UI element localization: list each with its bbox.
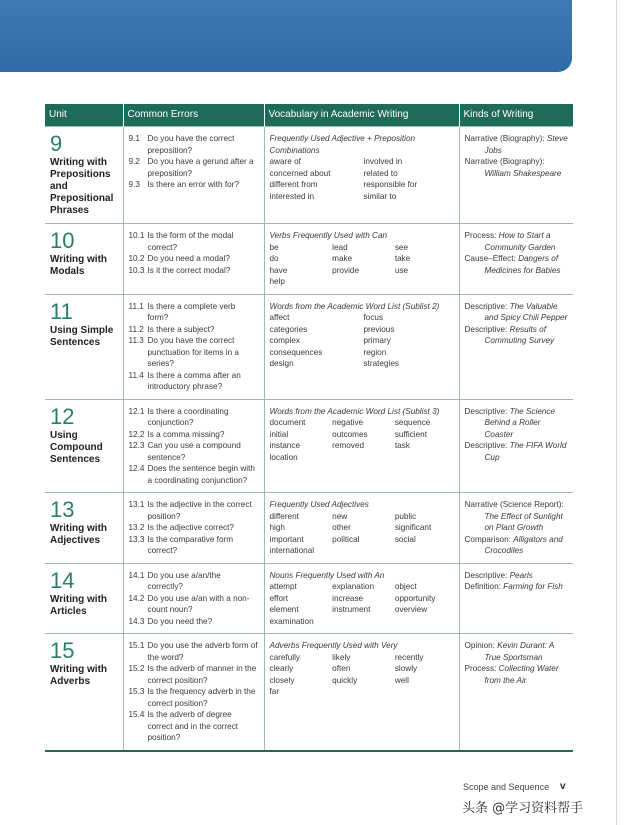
kind-title: Steve (546, 134, 568, 143)
error-question: Is the adjective correct? (147, 523, 234, 532)
table-row (45, 493, 573, 564)
error-question: Is there an error with for? (147, 180, 239, 189)
vocabulary-word: make (332, 254, 353, 263)
vocabulary-word: be (269, 242, 279, 252)
unit-cell (45, 634, 123, 751)
vocabulary-heading: Frequently Used Adjective + Preposition Combinations (269, 134, 416, 155)
vocabulary-word (332, 616, 391, 628)
error-number: 10.3 (128, 265, 145, 275)
error-number: 9.1 (128, 134, 140, 143)
unit-title-line: Sentences (50, 336, 101, 348)
error-item (129, 534, 259, 557)
vocabulary-word (332, 686, 391, 698)
vocabulary-word: overview (394, 605, 428, 614)
kind-of-writing (465, 640, 569, 663)
vocabulary-word (395, 686, 454, 698)
vocabulary-cell (264, 127, 459, 224)
vocabulary-word: consequences (269, 347, 323, 357)
error-item (129, 406, 259, 429)
kind-title: The Valuable (509, 301, 558, 311)
kind-title-line: Commuting Survey (484, 336, 555, 345)
vocabulary-word (395, 616, 454, 628)
vocabulary-word: help (269, 277, 285, 286)
kinds-cell (459, 563, 573, 634)
kinds-cell (459, 493, 573, 564)
error-number: 12.1 (128, 406, 145, 416)
vocabulary-word: use (394, 265, 409, 275)
error-number: 11.3 (128, 336, 144, 345)
page-edge-line (616, 0, 617, 825)
errors-cell (123, 127, 264, 224)
kind-title: The Science (509, 406, 556, 416)
error-question: Is there a comma after an introductory phrase? (147, 370, 241, 391)
error-question: Do you need the? (147, 616, 213, 626)
unit-title-line: Articles (50, 605, 87, 617)
table-row (45, 634, 573, 751)
error-question: Do you use a/an/the correctly? (147, 570, 221, 591)
watermark: 头条 @学习资料帮手 (462, 801, 584, 816)
kind-of-writing (465, 440, 569, 463)
kind-of-writing (465, 253, 569, 276)
vocabulary-word: strategies (363, 359, 399, 368)
kind-label: Narrative (Biography): (464, 157, 545, 166)
error-number: 13.1 (128, 500, 145, 509)
error-question: Is the adjective in the correct position? (147, 500, 252, 521)
vocabulary-word: quickly (332, 675, 358, 685)
unit-title (50, 325, 118, 349)
vocabulary-list (270, 312, 454, 370)
unit-title-line: Writing with (50, 254, 108, 265)
vocabulary-word: important (269, 534, 304, 544)
kind-title: Collecting Water (498, 664, 559, 673)
kind-title: Kevin Durant: A (497, 641, 555, 650)
error-item (129, 335, 259, 370)
kind-title-line: Coaster (484, 429, 514, 439)
unit-title-line: Prepositions (50, 169, 111, 180)
unit-title (50, 664, 118, 688)
unit-number: 11 (50, 298, 73, 324)
kind-label: Descriptive: (464, 406, 508, 416)
scope-sequence-table (45, 104, 573, 752)
kind-label: Narrative (Biography): (464, 134, 545, 143)
vocabulary-word: do (269, 254, 279, 263)
vocabulary-cell (264, 493, 459, 564)
kind-of-writing (465, 663, 569, 686)
vocabulary-word: task (394, 441, 410, 450)
vocabulary-word: instrument (332, 605, 371, 614)
error-item (129, 593, 259, 616)
kind-of-writing (465, 156, 569, 179)
vocabulary-word: new (332, 511, 348, 521)
kind-label: Narrative (Science Report): (464, 500, 564, 509)
table-row (45, 294, 573, 399)
kind-title: Results of (509, 324, 546, 334)
vocabulary-word: outcomes (332, 429, 368, 439)
vocabulary-word: social (394, 534, 416, 544)
kind-label: Descriptive: (464, 441, 508, 450)
vocabulary-word: far (269, 687, 280, 696)
error-number: 15.2 (128, 664, 145, 673)
vocabulary-word: interested in (269, 191, 315, 201)
error-question: Do you have a gerund after a preposition? (147, 157, 254, 178)
kind-label: Process: (464, 231, 497, 240)
error-question: Is there a coordinating conjunction? (147, 406, 229, 427)
vocabulary-word: take (394, 254, 411, 263)
errors-cell (123, 224, 264, 295)
unit-title-line: Adverbs (50, 676, 91, 687)
kind-of-writing (465, 406, 569, 441)
unit-title-line: Modals (50, 266, 85, 277)
vocabulary-word: opportunity (394, 593, 436, 603)
unit-cell (45, 493, 123, 564)
vocabulary-word: clearly (269, 664, 294, 673)
kind-of-writing (465, 570, 569, 582)
unit-number: 9 (50, 131, 63, 156)
vocabulary-word: attempt (269, 582, 297, 591)
error-number: 15.3 (128, 687, 145, 696)
error-question: Is the adverb of degree correct and in the correct position? (147, 710, 239, 742)
vocabulary-word: likely (332, 652, 351, 662)
vocabulary-word: involved in (363, 157, 403, 166)
error-number: 13.3 (128, 534, 145, 544)
kind-title-line: and Spicy Chili Pepper (484, 313, 568, 322)
vocabulary-word: see (394, 242, 409, 252)
kind-label: Definition: (464, 582, 501, 591)
kind-title: How to Start a (498, 231, 551, 240)
kinds-cell (459, 399, 573, 493)
unit-title-line: and (50, 181, 68, 192)
error-question: Is it the correct modal? (147, 265, 231, 275)
error-question: Is the adverb of manner in the correct position? (147, 664, 257, 685)
errors-cell (123, 563, 264, 634)
vocabulary-word: significant (394, 523, 432, 532)
vocabulary-cell (264, 563, 459, 634)
vocabulary-word: closely (269, 675, 295, 685)
error-question: Do you use the adverb form of the word? (147, 641, 258, 662)
error-number: 13.2 (128, 523, 145, 532)
vocabulary-cell (264, 224, 459, 295)
kind-label: Cause–Effect: (464, 254, 516, 263)
kind-label: Process: (464, 664, 497, 673)
error-question: Do you need a modal? (147, 254, 230, 263)
vocabulary-word (395, 276, 454, 288)
vocabulary-word (332, 452, 391, 464)
kind-label: Descriptive: (464, 301, 508, 311)
vocabulary-word: document (269, 418, 306, 427)
vocabulary-cell (264, 634, 459, 751)
unit-title-line: Sentences (50, 453, 101, 465)
error-item (129, 324, 259, 336)
vocabulary-word: increase (332, 593, 364, 603)
vocabulary-word: international (269, 546, 315, 555)
error-item (129, 570, 259, 593)
error-item (129, 133, 259, 156)
error-item (129, 709, 259, 744)
kind-of-writing (465, 499, 569, 534)
unit-cell (45, 127, 123, 224)
table-row (45, 563, 573, 634)
vocabulary-word: region (363, 347, 387, 357)
error-question: Do you have the correct preposition? (147, 134, 235, 155)
error-item (129, 179, 259, 191)
vocabulary-heading: Nouns Frequently Used with An (269, 570, 385, 580)
kind-of-writing (465, 301, 569, 324)
unit-title (50, 594, 118, 618)
error-question: Does the sentence begin with a coordinating conjunction? (147, 464, 255, 485)
vocabulary-word: related to (363, 168, 398, 178)
error-item (129, 616, 259, 628)
header-unit: Unit (45, 104, 123, 127)
error-number: 12.4 (128, 464, 145, 473)
vocabulary-word: effort (269, 593, 289, 603)
vocabulary-word: sequence (394, 418, 431, 427)
errors-cell (123, 294, 264, 399)
vocabulary-word: well (394, 675, 409, 685)
vocabulary-word: object (394, 582, 417, 591)
error-item (129, 440, 259, 463)
vocabulary-word: high (269, 523, 285, 532)
error-question: Is the form of the modal correct? (147, 231, 234, 252)
error-question: Is the comparative form correct? (147, 534, 234, 555)
unit-title-line: Compound (50, 441, 103, 453)
error-item (129, 640, 259, 663)
unit-number: 15 (50, 638, 75, 663)
unit-title-line: Prepositional (50, 193, 114, 204)
kind-label: Descriptive: (464, 324, 508, 334)
vocabulary-word: responsible for (363, 180, 418, 189)
vocabulary-word: concerned about (269, 168, 331, 178)
kind-of-writing (465, 230, 569, 253)
unit-number: 10 (50, 228, 75, 253)
error-number: 11.1 (128, 301, 144, 311)
kind-label: Comparison: (464, 534, 511, 544)
error-number: 15.1 (128, 641, 145, 650)
vocabulary-word: different from (269, 180, 318, 189)
vocabulary-list (270, 581, 454, 627)
vocabulary-word: aware of (269, 157, 301, 166)
unit-cell (45, 563, 123, 634)
error-number: 14.1 (128, 570, 145, 580)
vocabulary-word: design (269, 359, 294, 368)
kind-of-writing (465, 534, 569, 557)
error-item (129, 301, 259, 324)
error-number: 11.4 (128, 370, 144, 380)
vocabulary-cell (264, 294, 459, 399)
unit-title (50, 254, 118, 278)
kind-title-line: Medicines for Babies (484, 265, 561, 275)
kind-title-line: Behind a Roller (484, 418, 541, 427)
kinds-cell (459, 127, 573, 224)
kind-title-line: Jobs (484, 145, 502, 155)
unit-title-line: Using Simple (50, 324, 114, 336)
kind-label: Descriptive: (464, 570, 508, 580)
error-number: 12.2 (128, 429, 145, 439)
unit-number: 12 (50, 403, 75, 429)
vocabulary-word: different (269, 511, 299, 521)
errors-cell (123, 493, 264, 564)
error-number: 14.2 (128, 593, 145, 603)
kind-title: Farming for Fish (503, 582, 563, 591)
error-question: Is there a subject? (147, 324, 215, 334)
error-number: 10.1 (128, 231, 145, 240)
kind-of-writing (465, 133, 569, 156)
header-banner (0, 0, 572, 72)
kind-title: Alligators and (513, 534, 563, 544)
kinds-cell (459, 294, 573, 399)
kind-title: Pearls (509, 570, 533, 580)
vocabulary-word: affect (269, 313, 290, 322)
table-row (45, 127, 573, 224)
vocabulary-word: focus (363, 313, 384, 322)
error-item (129, 265, 259, 277)
error-number: 14.3 (128, 616, 145, 626)
error-item (129, 663, 259, 686)
kind-title: The FIFA World (509, 441, 567, 450)
error-item (129, 499, 259, 522)
vocabulary-cell (264, 399, 459, 493)
unit-title (50, 430, 118, 466)
vocabulary-word: have (269, 265, 288, 275)
vocabulary-word: categories (269, 324, 308, 334)
unit-title-line: Adjectives (50, 535, 101, 546)
kind-of-writing (465, 324, 569, 347)
vocabulary-word: negative (332, 418, 364, 427)
unit-number: 13 (50, 497, 75, 522)
vocabulary-word: removed (332, 441, 365, 450)
error-question: Do you have the correct punctuation for items in a series? (147, 336, 239, 368)
unit-title-line: Using (50, 429, 78, 441)
table-header-row (45, 104, 573, 127)
vocabulary-heading: Adverbs Frequently Used with Very (269, 641, 398, 650)
unit-title (50, 523, 118, 547)
unit-title (50, 157, 118, 217)
error-number: 9.2 (128, 157, 140, 166)
vocabulary-word: examination (269, 616, 314, 626)
vocabulary-word (332, 545, 391, 557)
vocabulary-word: instance (269, 441, 300, 450)
vocabulary-word: initial (269, 429, 289, 439)
error-number: 15.4 (128, 710, 145, 719)
vocabulary-word: lead (332, 242, 348, 252)
vocabulary-list (270, 511, 454, 557)
unit-title-line: Writing with (50, 593, 108, 605)
kind-title-line: Crocodiles (484, 546, 524, 555)
kinds-cell (459, 634, 573, 751)
kind-title-line: The Effect of Sunlight (484, 511, 563, 521)
error-item (129, 686, 259, 709)
kind-title-line: from the Air (484, 675, 527, 685)
errors-cell (123, 399, 264, 493)
kinds-cell (459, 224, 573, 295)
vocabulary-heading: Frequently Used Adjectives (269, 500, 369, 509)
header-vocabulary: Vocabulary in Academic Writing (264, 104, 459, 127)
unit-title-line: Writing with (50, 157, 108, 168)
vocabulary-word: often (332, 664, 351, 673)
footer-title: Scope and Sequence (463, 782, 550, 792)
vocabulary-word (395, 545, 454, 557)
error-question: Do you use a/an with a non-count noun? (147, 593, 250, 614)
vocabulary-word: public (394, 511, 417, 521)
error-item (129, 230, 259, 253)
error-item (129, 429, 259, 441)
vocabulary-word: political (332, 534, 360, 544)
table-row (45, 399, 573, 493)
error-item (129, 156, 259, 179)
error-number: 10.2 (128, 254, 145, 263)
vocabulary-word (332, 276, 391, 288)
vocabulary-word: explanation (332, 582, 375, 591)
unit-title-line: Writing with (50, 664, 108, 675)
vocabulary-heading: Words from the Academic Word List (Sublist 3) (269, 406, 440, 416)
vocabulary-word: previous (363, 324, 395, 334)
vocabulary-word: location (269, 452, 298, 462)
vocabulary-heading: Verbs Frequently Used with Can (269, 231, 388, 240)
header-kinds-of-writing: Kinds of Writing (459, 104, 573, 127)
kind-of-writing (465, 581, 569, 593)
kind-title-line: Community Garden (484, 242, 556, 252)
error-question: Is the frequency adverb in the correct position? (147, 687, 256, 708)
error-number: 11.2 (128, 324, 144, 334)
table-body (45, 127, 573, 751)
unit-cell (45, 294, 123, 399)
table-row (45, 224, 573, 295)
vocabulary-word: sufficient (394, 429, 427, 439)
page-number: v (560, 781, 566, 792)
kind-label: Opinion: (464, 641, 495, 650)
unit-cell (45, 399, 123, 493)
kind-title-line: on Plant Growth (484, 523, 544, 532)
error-question: Can you use a compound sentence? (147, 441, 241, 462)
vocabulary-list (270, 652, 454, 698)
error-number: 12.3 (128, 441, 145, 450)
header-common-errors: Common Errors (123, 104, 264, 127)
error-item (129, 522, 259, 534)
vocabulary-word: element (269, 605, 299, 614)
error-question: Is there a complete verb form? (147, 301, 236, 322)
vocabulary-word (395, 452, 454, 464)
unit-title-line: Phrases (50, 205, 89, 216)
vocabulary-list (270, 417, 454, 463)
unit-cell (45, 224, 123, 295)
vocabulary-heading: Words from the Academic Word List (Sublist 2) (269, 301, 440, 311)
page-margin (572, 0, 625, 825)
vocabulary-word: primary (363, 336, 391, 345)
vocabulary-list (270, 156, 454, 202)
error-item (129, 463, 259, 486)
error-item (129, 370, 259, 393)
vocabulary-word: complex (269, 336, 300, 345)
vocabulary-word: other (332, 523, 351, 532)
kind-title: Dangers of (518, 254, 559, 263)
vocabulary-word: similar to (363, 191, 397, 201)
error-item (129, 253, 259, 265)
error-number: 9.3 (128, 180, 140, 189)
kind-title-line: Cup (484, 452, 500, 462)
error-question: Is a comma missing? (147, 429, 225, 439)
vocabulary-word: carefully (269, 652, 300, 662)
vocabulary-word: slowly (394, 664, 418, 673)
vocabulary-word: recently (394, 652, 424, 662)
vocabulary-list (270, 242, 454, 288)
vocabulary-word: provide (332, 265, 360, 275)
unit-number: 14 (50, 567, 75, 593)
errors-cell (123, 634, 264, 751)
unit-title-line: Writing with (50, 523, 108, 534)
kind-title-line: True Sportsman (484, 652, 543, 662)
kind-title-line: William Shakespeare (484, 168, 562, 178)
